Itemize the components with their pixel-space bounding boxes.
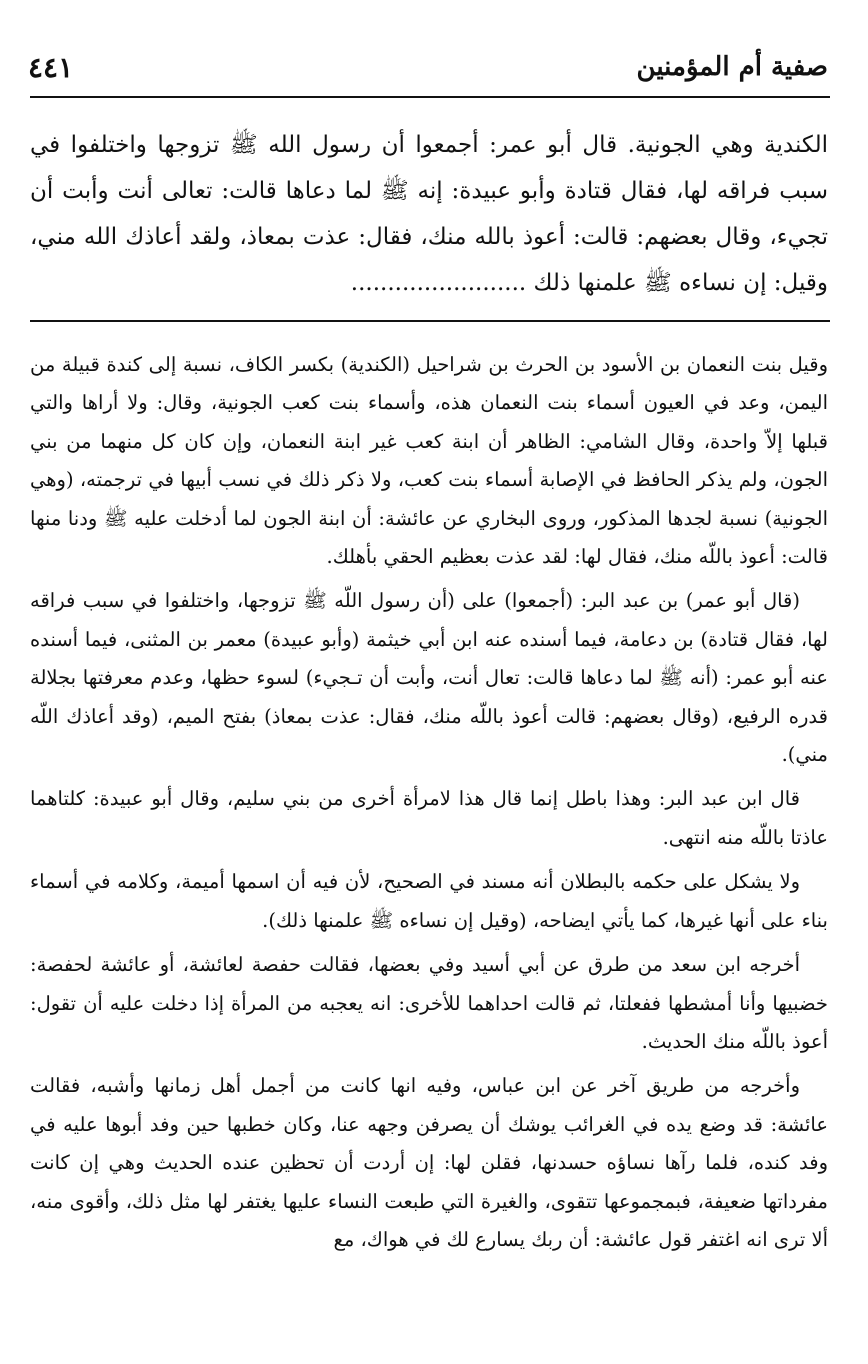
commentary-text	[30, 346, 828, 1265]
commentary-paragraph: ولا يشكل على حكمه بالبطلان أنه مسند في الصحيح، لأن فيه أن اسمها أميمة، وكلامه في أسماء بناء على أنها غيرها، كما يأتي ايضاحه، (وقيل إن نساءه ﷺ علمنها ذلك).	[30, 870, 828, 932]
page-header	[28, 44, 828, 90]
main-text	[30, 122, 828, 306]
separator-rule	[30, 320, 830, 322]
page-number: ٤٤١	[28, 50, 74, 84]
commentary-paragraph: (قال أبو عمر) بن عبد البر: (أجمعوا) على (أن رسول اللّه ﷺ تزوجها، واختلفوا في سبب فراقه لها، فقال قتادة) بن دعامة، فيما أسنده عنه ابن أبي خيثمة (وأبو عبيدة) معمر بن المثنى، فيما أسنده عنه أبو عمر: (أنه ﷺ لما دعاها قالت: تعال أنت، وأبت أن تـجيء) لسوء حظها، وعدم معرفتها بجلالة قدره الرفيع، (وقال بعضهم: قالت أعوذ باللّه منك، فقال: عذت بمعاذ) بفتح الميم، (وقد أعاذك اللّه مني).	[30, 589, 828, 767]
main-text-body: الكندية وهي الجونية. قال أبو عمر: أجمعوا أن رسول الله ﷺ تزوجها واختلفوا في سبب فراقه لها، فقال قتادة وأبو عبيدة: إنه ﷺ لما دعاها قالت: تعالى أنت وأبت أن تجيء، وقال بعضهم: قالت: أعوذ بالله منك، فقال: عذت بمعاذ، ولقد أعاذك الله مني، وقيل: إن نساءه ﷺ علمنها ذلك	[30, 132, 828, 296]
commentary-paragraph: وقيل بنت النعمان بن الأسود بن الحرث بن شراحيل (الكندية) بكسر الكاف، نسبة إلى كندة قبيلة من اليمن، وعد في العيون أسماء بنت النعمان هذه، وأسماء بنت كعب الجونية، وقال: ولا أراها والتي قبلها إلاّ واحدة، وقال الشامي: الظاهر أن ابنة كعب غير ابنة النعمان، وإن كان كل منهما من بني الجون، ولم يذكر الحافظ في الإصابة أسماء بنت كعب، ولا ذكر ذلك في نسب أبيها في ترجمته، (وهي الجونية) نسبة لجدها المذكور، وروى البخاري عن عائشة: أن ابنة الجون لما أدخلت عليه ﷺ ودنا منها قالت: أعوذ باللّه منك، فقال لها: لقد عذت بعظيم الحقي بأهلك.	[30, 353, 828, 569]
running-title: صفية أم المؤمنين	[636, 52, 828, 82]
header-rule	[30, 96, 830, 98]
commentary-paragraph: وأخرجه من طريق آخر عن ابن عباس، وفيه انها كانت من أجمل أهل زمانها وأشبه، فقالت عائشة: قد وضع يده في الغرائب يوشك أن يصرفن وجهه عنا، وكان خطبها حين وفد أبوها عليه في وفد كنده، فلما رآها نساؤه حسدنها، فقلن لها: إن أردت أن تحظين عنده الحديث وهي إن كانت مفرداتها ضعيفة، فبمجموعها تتقوى، والغيرة التي طبعت النساء عليها يغتفر لها مثل ذلك، وأقوى منه، ألا ترى انه اغتفر قول عائشة: أن ربك يسارع لك في هواك، مع	[30, 1074, 828, 1251]
commentary-paragraph: أخرجه ابن سعد من طرق عن أبي أسيد وفي بعضها، فقالت حفصة لعائشة، أو عائشة لحفصة: خضبيها وأنا أمشطها ففعلتا، ثم قالت احداهما للأخرى: انه يعجبه من المرأة إذا دخلت عليه أن تقول: أعوذ باللّه منك الحديث.	[30, 953, 828, 1053]
main-text-dots: ........................	[350, 270, 527, 296]
commentary-paragraph: قال ابن عبد البر: وهذا باطل إنما قال هذا لامرأة أخرى من بني سليم، وقال أبو عبيدة: كلتاهما عاذتا باللّه منه انتهى.	[30, 787, 828, 849]
